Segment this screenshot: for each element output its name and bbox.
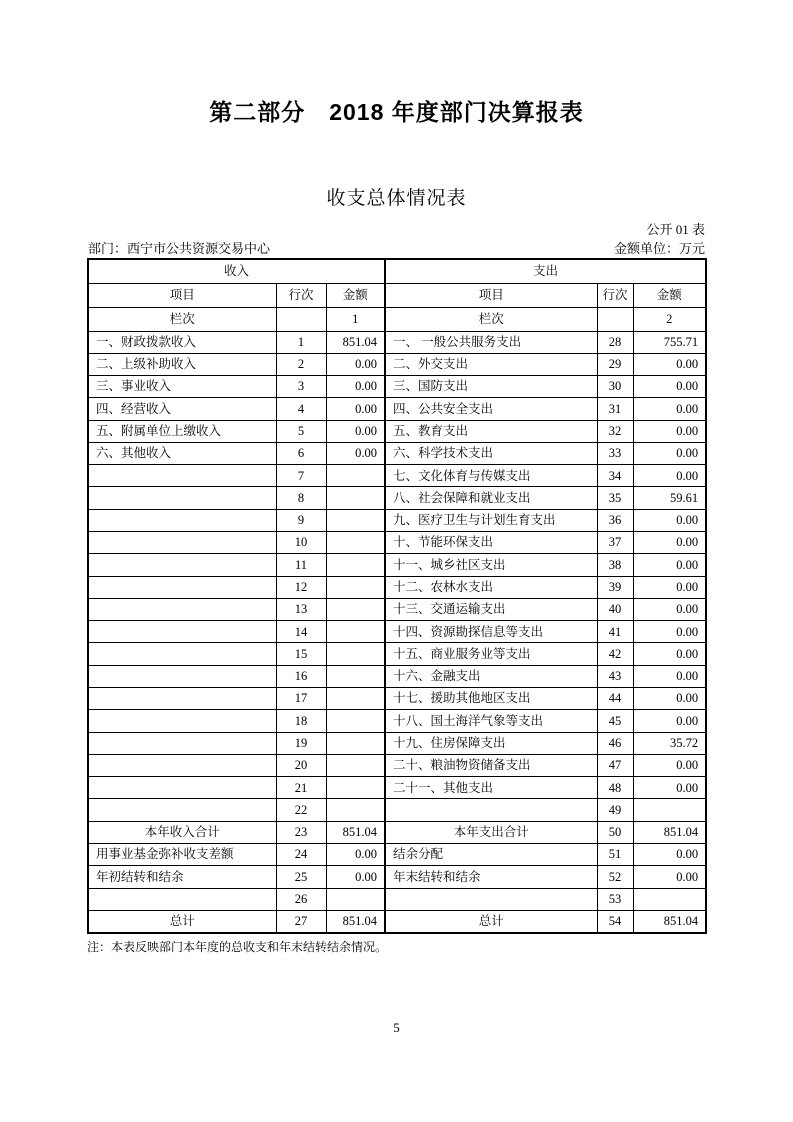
expense-amount-cell: 0.00 [633, 598, 706, 620]
income-expense-table [87, 258, 707, 934]
table-title: 收支总体情况表 [326, 188, 467, 209]
income-item-cell [88, 799, 276, 821]
expense-amount-cell: 0.00 [633, 442, 706, 464]
expense-line-cell: 38 [597, 554, 633, 576]
income-item-cell [88, 888, 276, 910]
income-amount-cell: 0.00 [326, 866, 385, 888]
table-row [88, 888, 706, 910]
expense-group-header: 支出 [385, 259, 706, 283]
income-item-cell [88, 576, 276, 598]
income-item-cell: 五、附属单位上缴收入 [88, 420, 276, 442]
income-item-cell: 一、财政拨款收入 [88, 331, 276, 353]
income-lane-value: 1 [326, 307, 385, 331]
table-row [88, 509, 706, 531]
expense-line-cell: 29 [597, 353, 633, 375]
expense-amount-cell: 0.00 [633, 688, 706, 710]
expense-item-cell: 年末结转和结余 [385, 866, 597, 888]
income-line-cell: 21 [276, 777, 326, 799]
income-item-cell [88, 643, 276, 665]
table-row [88, 598, 706, 620]
expense-amount-cell: 0.00 [633, 376, 706, 398]
income-item-cell [88, 665, 276, 687]
expense-line-cell: 39 [597, 576, 633, 598]
income-item-cell [88, 621, 276, 643]
expense-amount-cell: 0.00 [633, 843, 706, 865]
income-amount-cell [326, 621, 385, 643]
income-line-cell: 1 [276, 331, 326, 353]
income-line-cell: 17 [276, 688, 326, 710]
expense-line-cell: 54 [597, 910, 633, 933]
income-line-cell: 11 [276, 554, 326, 576]
income-amount-cell: 0.00 [326, 353, 385, 375]
expense-line-cell: 49 [597, 799, 633, 821]
income-item-cell: 用事业基金弥补收支差额 [88, 843, 276, 865]
income-amount-cell: 0.00 [326, 398, 385, 420]
expense-line-cell: 41 [597, 621, 633, 643]
expense-lane-label: 栏次 [385, 307, 597, 331]
income-line-cell: 23 [276, 821, 326, 843]
income-amount-cell [326, 777, 385, 799]
table-row [88, 688, 706, 710]
income-item-cell: 本年收入合计 [88, 821, 276, 843]
income-line-cell: 12 [276, 576, 326, 598]
income-amount-cell [326, 888, 385, 910]
income-line-cell: 13 [276, 598, 326, 620]
income-amount-cell: 0.00 [326, 843, 385, 865]
income-line-cell: 18 [276, 710, 326, 732]
expense-amount-cell: 0.00 [633, 353, 706, 375]
section-title: 第二部分 2018 年度部门决算报表 [209, 99, 584, 125]
expense-line-cell: 43 [597, 665, 633, 687]
expense-line-cell: 53 [597, 888, 633, 910]
income-line-cell: 8 [276, 487, 326, 509]
income-amount-cell: 851.04 [326, 331, 385, 353]
expense-line-cell: 42 [597, 643, 633, 665]
income-line-cell: 14 [276, 621, 326, 643]
income-item-cell [88, 509, 276, 531]
unit-label: 金额单位：万元 [613, 241, 705, 256]
expense-item-cell: 六、科学技术支出 [385, 442, 597, 464]
expense-line-cell: 48 [597, 777, 633, 799]
income-item-cell [88, 598, 276, 620]
expense-amount-cell: 35.72 [633, 732, 706, 754]
income-line-cell: 15 [276, 643, 326, 665]
column-header-row [88, 283, 706, 307]
income-line-cell: 24 [276, 843, 326, 865]
expense-item-cell: 十八、国土海洋气象等支出 [385, 710, 597, 732]
expense-item-cell: 十、节能环保支出 [385, 532, 597, 554]
expense-amount-cell: 0.00 [633, 509, 706, 531]
table-row [88, 420, 706, 442]
table-row [88, 465, 706, 487]
income-amount-cell: 0.00 [326, 442, 385, 464]
expense-amount-cell: 0.00 [633, 554, 706, 576]
expense-line-cell: 47 [597, 754, 633, 776]
table-row [88, 643, 706, 665]
table-code: 公开 01 表 [646, 222, 705, 237]
income-item-cell: 总计 [88, 910, 276, 933]
table-row [88, 732, 706, 754]
income-amount-cell [326, 688, 385, 710]
income-line-cell: 6 [276, 442, 326, 464]
expense-item-cell [385, 888, 597, 910]
income-amount-cell [326, 576, 385, 598]
expense-item-cell: 九、医疗卫生与计划生育支出 [385, 509, 597, 531]
lane-row [88, 307, 706, 331]
income-amount-cell [326, 465, 385, 487]
expense-amount-cell: 0.00 [633, 420, 706, 442]
expense-amount-cell: 851.04 [633, 910, 706, 933]
income-group-header: 收入 [88, 259, 385, 283]
expense-item-cell: 五、教育支出 [385, 420, 597, 442]
table-row [88, 843, 706, 865]
income-item-cell [88, 754, 276, 776]
income-line-cell: 26 [276, 888, 326, 910]
income-line-cell: 22 [276, 799, 326, 821]
expense-item-cell: 十一、城乡社区支出 [385, 554, 597, 576]
income-item-cell: 四、经营收入 [88, 398, 276, 420]
expense-item-cell: 二十一、其他支出 [385, 777, 597, 799]
expense-item-cell: 十七、援助其他地区支出 [385, 688, 597, 710]
income-amount-cell [326, 665, 385, 687]
expense-amount-cell: 0.00 [633, 665, 706, 687]
expense-line-cell: 36 [597, 509, 633, 531]
expense-item-cell: 十九、住房保障支出 [385, 732, 597, 754]
expense-line-cell: 33 [597, 442, 633, 464]
expense-line-cell: 50 [597, 821, 633, 843]
expense-amount-cell: 0.00 [633, 465, 706, 487]
income-amount-cell [326, 710, 385, 732]
table-row [88, 821, 706, 843]
expense-item-cell: 十五、商业服务业等支出 [385, 643, 597, 665]
income-amount-cell [326, 732, 385, 754]
page-number: 5 [393, 1020, 400, 1035]
income-item-cell: 二、上级补助收入 [88, 353, 276, 375]
income-amount-cell: 851.04 [326, 821, 385, 843]
expense-amount-cell: 0.00 [633, 621, 706, 643]
table-row [88, 621, 706, 643]
table-row [88, 376, 706, 398]
income-amount-cell: 0.00 [326, 420, 385, 442]
income-item-cell [88, 732, 276, 754]
income-line-cell: 4 [276, 398, 326, 420]
income-amount-cell: 0.00 [326, 376, 385, 398]
expense-item-cell: 三、国防支出 [385, 376, 597, 398]
table-row [88, 576, 706, 598]
expense-line-cell: 37 [597, 532, 633, 554]
expense-item-cell: 八、社会保障和就业支出 [385, 487, 597, 509]
expense-amount-cell [633, 888, 706, 910]
table-row [88, 353, 706, 375]
income-line-cell: 7 [276, 465, 326, 487]
income-line-cell: 5 [276, 420, 326, 442]
income-item-cell: 六、其他收入 [88, 442, 276, 464]
expense-item-column-header: 项目 [385, 283, 597, 307]
table-note: 注：本表反映部门本年度的总收支和年末结转结余情况。 [87, 940, 388, 954]
expense-item-cell: 二十、粮油物资储备支出 [385, 754, 597, 776]
expense-line-cell: 45 [597, 710, 633, 732]
expense-item-cell: 本年支出合计 [385, 821, 597, 843]
income-item-cell [88, 688, 276, 710]
income-item-cell: 年初结转和结余 [88, 866, 276, 888]
income-item-cell [88, 487, 276, 509]
income-lane-line-cell [276, 307, 326, 331]
group-header-row [88, 259, 706, 283]
expense-line-cell: 31 [597, 398, 633, 420]
expense-amount-cell: 0.00 [633, 866, 706, 888]
expense-item-cell: 十三、交通运输支出 [385, 598, 597, 620]
table-wrap [87, 258, 707, 955]
expense-line-cell: 30 [597, 376, 633, 398]
expense-item-cell: 总计 [385, 910, 597, 933]
expense-amount-cell: 0.00 [633, 532, 706, 554]
table-row [88, 866, 706, 888]
expense-amount-cell: 0.00 [633, 754, 706, 776]
table-row [88, 754, 706, 776]
expense-amount-cell: 0.00 [633, 710, 706, 732]
income-line-cell: 25 [276, 866, 326, 888]
expense-line-cell: 28 [597, 331, 633, 353]
income-line-cell: 27 [276, 910, 326, 933]
income-line-cell: 2 [276, 353, 326, 375]
income-amount-cell [326, 487, 385, 509]
income-item-cell: 三、事业收入 [88, 376, 276, 398]
income-item-cell [88, 532, 276, 554]
expense-item-cell: 十四、资源勘探信息等支出 [385, 621, 597, 643]
expense-line-cell: 32 [597, 420, 633, 442]
income-item-column-header: 项目 [88, 283, 276, 307]
department-label: 部门：西宁市公共资源交易中心 [88, 241, 271, 256]
table-row [88, 910, 706, 933]
income-amount-cell [326, 554, 385, 576]
income-amount-cell [326, 532, 385, 554]
table-row [88, 532, 706, 554]
table-row [88, 710, 706, 732]
expense-line-cell: 51 [597, 843, 633, 865]
income-amount-column-header: 金额 [326, 283, 385, 307]
expense-line-cell: 40 [597, 598, 633, 620]
income-line-cell: 20 [276, 754, 326, 776]
expense-item-cell: 四、公共安全支出 [385, 398, 597, 420]
income-line-cell: 19 [276, 732, 326, 754]
income-item-cell [88, 465, 276, 487]
income-line-cell: 10 [276, 532, 326, 554]
meta-line [88, 238, 705, 257]
expense-amount-column-header: 金额 [633, 283, 706, 307]
expense-item-cell: 十二、农林水支出 [385, 576, 597, 598]
income-lane-label: 栏次 [88, 307, 276, 331]
expense-item-cell: 七、文化体育与传媒支出 [385, 465, 597, 487]
income-item-cell [88, 710, 276, 732]
income-item-cell [88, 554, 276, 576]
expense-item-cell: 结余分配 [385, 843, 597, 865]
income-item-cell [88, 777, 276, 799]
expense-line-column-header: 行次 [597, 283, 633, 307]
expense-amount-cell: 755.71 [633, 331, 706, 353]
income-amount-cell [326, 598, 385, 620]
table-row [88, 398, 706, 420]
expense-line-cell: 52 [597, 866, 633, 888]
expense-amount-cell [633, 799, 706, 821]
expense-amount-cell: 0.00 [633, 398, 706, 420]
income-amount-cell [326, 799, 385, 821]
expense-item-cell: 二、外交支出 [385, 353, 597, 375]
expense-amount-cell: 0.00 [633, 576, 706, 598]
table-row [88, 487, 706, 509]
expense-amount-cell: 59.61 [633, 487, 706, 509]
expense-amount-cell: 0.00 [633, 643, 706, 665]
table-row [88, 799, 706, 821]
table-row [88, 554, 706, 576]
income-amount-cell [326, 509, 385, 531]
expense-amount-cell: 0.00 [633, 777, 706, 799]
expense-line-cell: 44 [597, 688, 633, 710]
table-row [88, 442, 706, 464]
expense-lane-value: 2 [633, 307, 706, 331]
expense-line-cell: 34 [597, 465, 633, 487]
income-line-cell: 9 [276, 509, 326, 531]
income-line-cell: 16 [276, 665, 326, 687]
expense-item-cell: 一、 一般公共服务支出 [385, 331, 597, 353]
table-row [88, 331, 706, 353]
expense-line-cell: 35 [597, 487, 633, 509]
income-line-column-header: 行次 [276, 283, 326, 307]
table-row [88, 777, 706, 799]
income-line-cell: 3 [276, 376, 326, 398]
expense-lane-line-cell [597, 307, 633, 331]
income-amount-cell [326, 643, 385, 665]
expense-item-cell [385, 799, 597, 821]
table-row [88, 665, 706, 687]
table-body [88, 331, 706, 933]
expense-amount-cell: 851.04 [633, 821, 706, 843]
expense-item-cell: 十六、金融支出 [385, 665, 597, 687]
expense-line-cell: 46 [597, 732, 633, 754]
income-amount-cell [326, 754, 385, 776]
income-amount-cell: 851.04 [326, 910, 385, 933]
